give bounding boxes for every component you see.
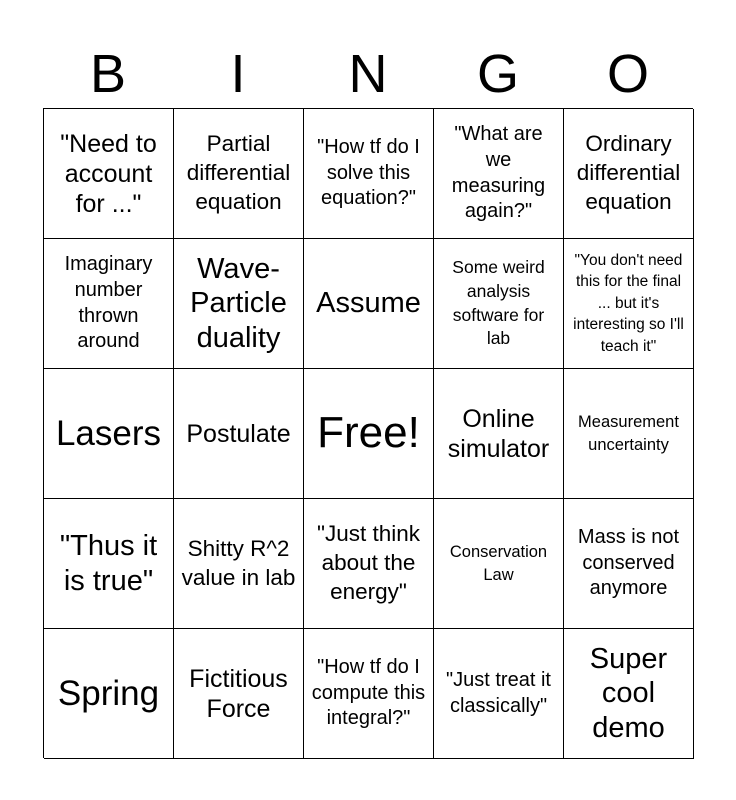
bingo-cell[interactable] [174,109,304,239]
bingo-board [43,108,693,758]
bingo-cell[interactable] [564,369,694,499]
bingo-cell[interactable] [434,109,564,239]
bingo-cell[interactable] [44,109,174,239]
cell-text: Shitty R^2 value in lab [181,535,296,590]
cell-text: "Need to account for ..." [60,129,157,218]
bingo-cell[interactable] [304,629,434,759]
cell-text: Partial differential equation [186,131,291,214]
cell-text: "How tf do I compute this integral?" [311,656,426,730]
bingo-cell[interactable] [434,239,564,369]
bingo-cell[interactable] [564,109,694,239]
cell-text: Assume [316,287,421,320]
bingo-cell[interactable] [434,369,564,499]
cell-text: Postulate [186,419,291,448]
cell-text: Wave-Particle duality [190,253,287,354]
header-letter-o: O [606,44,649,104]
cell-text: Measurement uncertainty [578,412,679,454]
cell-text: Conservation Law [449,542,548,584]
cell-text: "How tf do I solve this equation?" [317,136,420,210]
header-letter-b: B [89,44,127,104]
bingo-cell[interactable] [44,629,174,759]
cell-text: Imaginary number thrown around [64,253,153,353]
bingo-cell[interactable] [434,499,564,629]
cell-text: "Thus it is true" [59,530,158,597]
bingo-cell[interactable] [304,109,434,239]
bingo-cell[interactable] [174,239,304,369]
cell-text: Mass is not conserved anymore [577,526,680,600]
bingo-cell[interactable] [564,239,694,369]
bingo-cell[interactable] [44,369,174,499]
free-space-text: Free! [317,408,420,458]
bingo-cell[interactable] [44,239,174,369]
cell-text: "Just think about the energy" [316,521,421,604]
cell-text: Super cool demo [589,643,668,744]
bingo-cell[interactable] [174,369,304,499]
bingo-cell[interactable] [174,499,304,629]
bingo-cell free-space[interactable] [304,369,434,499]
cell-text: Some weird analysis software for lab [452,257,545,349]
bingo-cell[interactable] [304,239,434,369]
cell-text: "You don't need this for the final ... but it's interesting so I'll teach it" [573,252,684,355]
cell-text: Spring [57,673,160,713]
bingo-cell[interactable] [44,499,174,629]
cell-text: Online simulator [447,404,550,463]
bingo-header [43,40,693,108]
header-letter-n: N [348,44,388,104]
cell-text: "What are we measuring again?" [451,123,546,223]
header-letter-i: I [230,44,246,104]
bingo-cell[interactable] [564,629,694,759]
cell-text: Fictitious Force [189,664,288,723]
bingo-cell[interactable] [434,629,564,759]
cell-text: Lasers [55,413,162,453]
bingo-cell[interactable] [304,499,434,629]
cell-text: Ordinary differential equation [576,131,681,214]
cell-text: "Just treat it classically" [446,668,551,717]
bingo-cell[interactable] [564,499,694,629]
header-letter-g: G [476,44,519,104]
bingo-cell[interactable] [174,629,304,759]
